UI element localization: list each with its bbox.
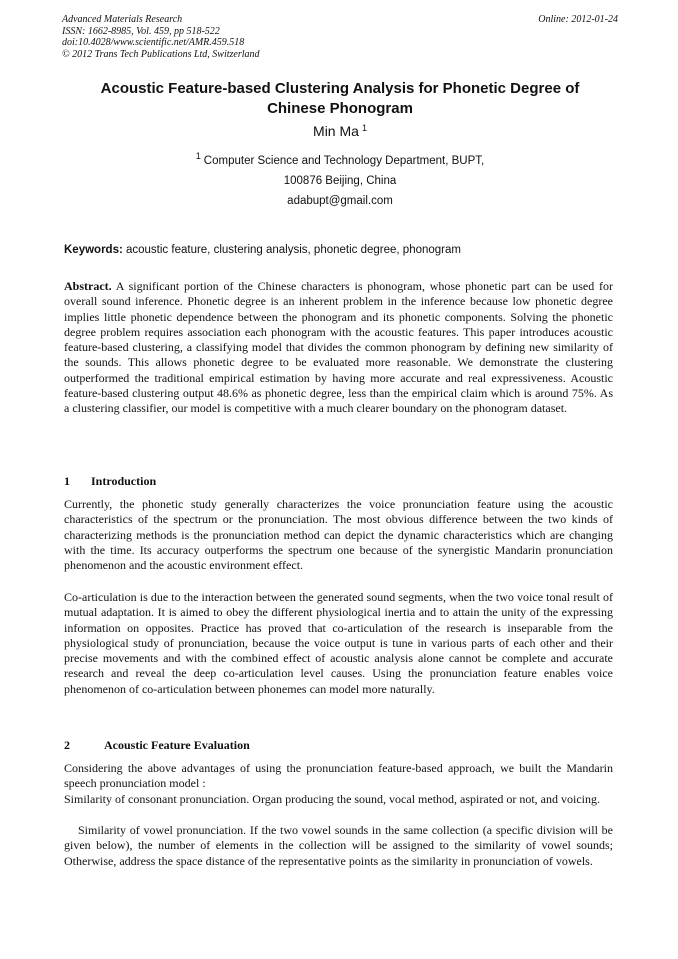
issn-line: ISSN: 1662-8985, Vol. 459, pp 518-522 (62, 25, 220, 37)
author (62, 123, 618, 139)
keywords-text: acoustic feature, clustering analysis, phonetic degree, phonogram (126, 244, 461, 256)
copyright-line: © 2012 Trans Tech Publications Ltd, Switzerland (62, 48, 260, 60)
section-heading-acoustic-feature (64, 738, 250, 753)
journal-name: Advanced Materials Research (62, 14, 183, 25)
keywords (64, 244, 620, 256)
address: 100876 Beijing, China (283, 175, 397, 187)
doi-line: doi:10.4028/www.scientific.net/AMR.459.518 (62, 37, 245, 48)
section-number: 1 (64, 474, 70, 488)
abstract-label: Abstract. (64, 279, 112, 293)
abstract (64, 279, 613, 417)
title-line-1: Acoustic Feature-based Clustering Analysis for Phonetic Degree of (100, 80, 580, 97)
title-line-2: Chinese Phonogram (267, 100, 413, 117)
affiliation (62, 151, 618, 167)
author-superscript: 1 (361, 123, 367, 133)
abstract-text: A significant portion of the Chinese characters is phonogram, whose phonetic part can be used for overall sound inference. Phonetic degree is an inherent problem in the inference because low phonetic degree implies little phonetic dependence between the phonogram and its phonetic components. Solving the phonetic degree problem requires association each phonogram with the acoustic features. This paper introduces acoustic feature-based clustering, a classifying model that divides the common phonogram by defining new similarity of the sounds. This allows phonetic degree to be evaluated more reasonable. We demonstrate the clustering outperformed the traditional empirical estimation by having more accurate and real expressiveness. Acoustic feature-based clustering output 48.6% as phonetic degree, less than the empirical claim which is around 75%. As a clustering classifier, our model is competitive with a much clearer boundary on the phonogram dataset. (64, 279, 614, 416)
author-name: Min Ma (313, 123, 359, 139)
keywords-label: Keywords: (64, 244, 123, 256)
section-number: 2 (64, 738, 70, 752)
online-date: Online: 2012-01-24 (538, 14, 618, 25)
email: adabupt@gmail.com (287, 195, 393, 207)
intro-paragraph-1: Currently, the phonetic study generally characterizes the voice pronunciation feature using the acoustic characteristics of the spectrum or the pronunciation. The most obvious difference between the two kinds of characterizing methods is the pronunciation method can depict the dynamic characteristics which are changing with the time. Its accuracy outperforms the spectrum one because of the synergistic Mandarin pronunciation phenomenon and the acoustic environment effect. (64, 497, 613, 573)
acoustic-paragraph-3: Similarity of vowel pronunciation. If the two vowel sounds in the same collection (a specific division will be given below), the number of elements in the collection will be assigned to the similarity of vowel sounds; Otherwise, address the space distance of the representative points as the similarity in pronunciation of vowels. (64, 823, 613, 868)
acoustic-paragraph-1: Considering the above advantages of using the pronunciation feature-based approach, we built the Mandarin speech pronunciation model : (64, 761, 613, 791)
section-heading-introduction (64, 474, 156, 489)
journal-header (62, 14, 618, 60)
acoustic-paragraph-2: Similarity of consonant pronunciation. Organ producing the sound, vocal method, aspirated or not, and voicing. (64, 792, 601, 806)
affiliation-text: Computer Science and Technology Department, BUPT, (203, 155, 485, 167)
intro-paragraph-2: Co-articulation is due to the interaction between the generated sound segments, when the two voice tonal result of mutual adaptation. It is aimed to obey the different physiological inertia and to attain the unity of the expressing information on opposites. Practice has proved that co-articulation of the research is inseparable from the physiological study of pronunciation, because the voice output is tune in various parts of each other and their precise movements and with the combined effect of acoustic analysis alone cannot be complete and accurate research and reveal the deep co-articulation level causes. Using the pronunciation feature enables voice phenomenon of co-articulation between phonemes can model more naturally. (64, 590, 613, 696)
paper-title (62, 79, 618, 119)
section-title: Introduction (91, 474, 157, 488)
affiliation-superscript: 1 (195, 151, 201, 161)
section-title: Acoustic Feature Evaluation (104, 738, 250, 752)
